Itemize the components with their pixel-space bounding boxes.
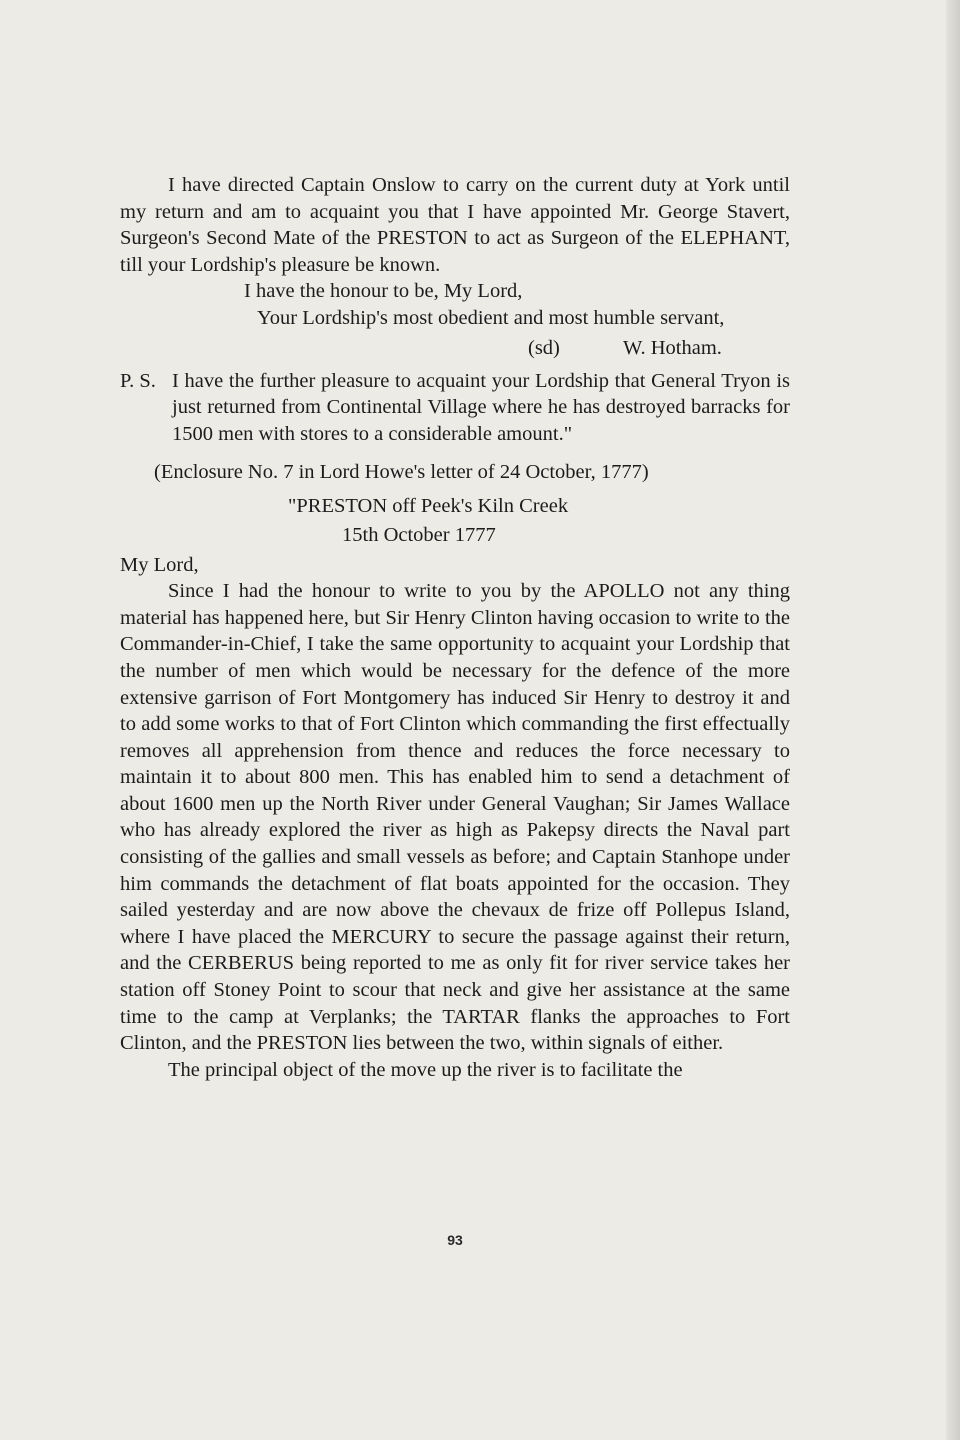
signature-name: W. Hotham. (623, 336, 722, 359)
postscript-label: P. S. (120, 369, 156, 392)
closing-line-1: I have the honour to be, My Lord, (244, 280, 523, 303)
enclosure-heading: (Enclosure No. 7 in Lord Howe's letter of 24 October, 1777) (154, 461, 649, 484)
page-edge-shadow (946, 0, 960, 1440)
letter-location: "PRESTON off Peek's Kiln Creek (288, 494, 569, 517)
closing-line-2: Your Lordship's most obedient and most humble servant, (257, 306, 725, 329)
letter-date: 15th October 1777 (342, 523, 496, 546)
page-number: 93 (447, 1232, 463, 1248)
opening-paragraph: I have directed Captain Onslow to carry on the current duty at York until my return and am to acquaint you that I have appointed Mr. George Stavert, Surgeon's Second Mate of the PRESTON to act as Surgeon of the ELEPHANT, till your Lordship's pleasure be known. (120, 174, 790, 276)
postscript-text: I have the further pleasure to acquaint your Lordship that General Tryon is just returned from Continental Village where he has destroyed barracks for 1500 men with stores to a considerable amount." (172, 369, 790, 445)
body-paragraph-1: Since I had the honour to write to you by the APOLLO not any thing material has happened here, but Sir Henry Clinton having occasion to write to the Commander-in-Chief, I take the same opportunity to acquaint your Lordship that the number of men which would be necessary for the defence of the more extensive garrison of Fort Montgomery has induced Sir Henry to destroy it and to add some works to that of Fort Clinton which commanding the first effectually removes all apprehension from thence and reduces the force necessary to maintain it to about 800 men. This has enabled him to send a detachment of about 1600 men up the North River under General Vaughan; Sir James Wallace who has already explored the river as high as Pakepsy directs the Naval part consisting of the gallies and small vessels as before; and Captain Stanhope under him commands the detachment of flat boats appointed for the occasion. They sailed yesterday and are now above the chevaux de frize off Pollepus Island, where I have placed the MERCURY to secure the passage against their return, and the CERBERUS being reported to me as only fit for river service takes her station off Stoney Point to scour that neck and give her assistance at the same time to the camp at Verplanks; the TARTAR flanks the approaches to Fort Clinton, and the PRESTON lies between the two, within signals of either. (120, 580, 790, 1055)
signature-mark: (sd) (528, 336, 560, 359)
letter-text-block (120, 172, 790, 1083)
body-paragraph-2: The principal object of the move up the river is to facilitate the (168, 1058, 683, 1081)
signature-line (120, 332, 790, 364)
salutation: My Lord, (120, 553, 199, 576)
postscript (120, 368, 790, 448)
